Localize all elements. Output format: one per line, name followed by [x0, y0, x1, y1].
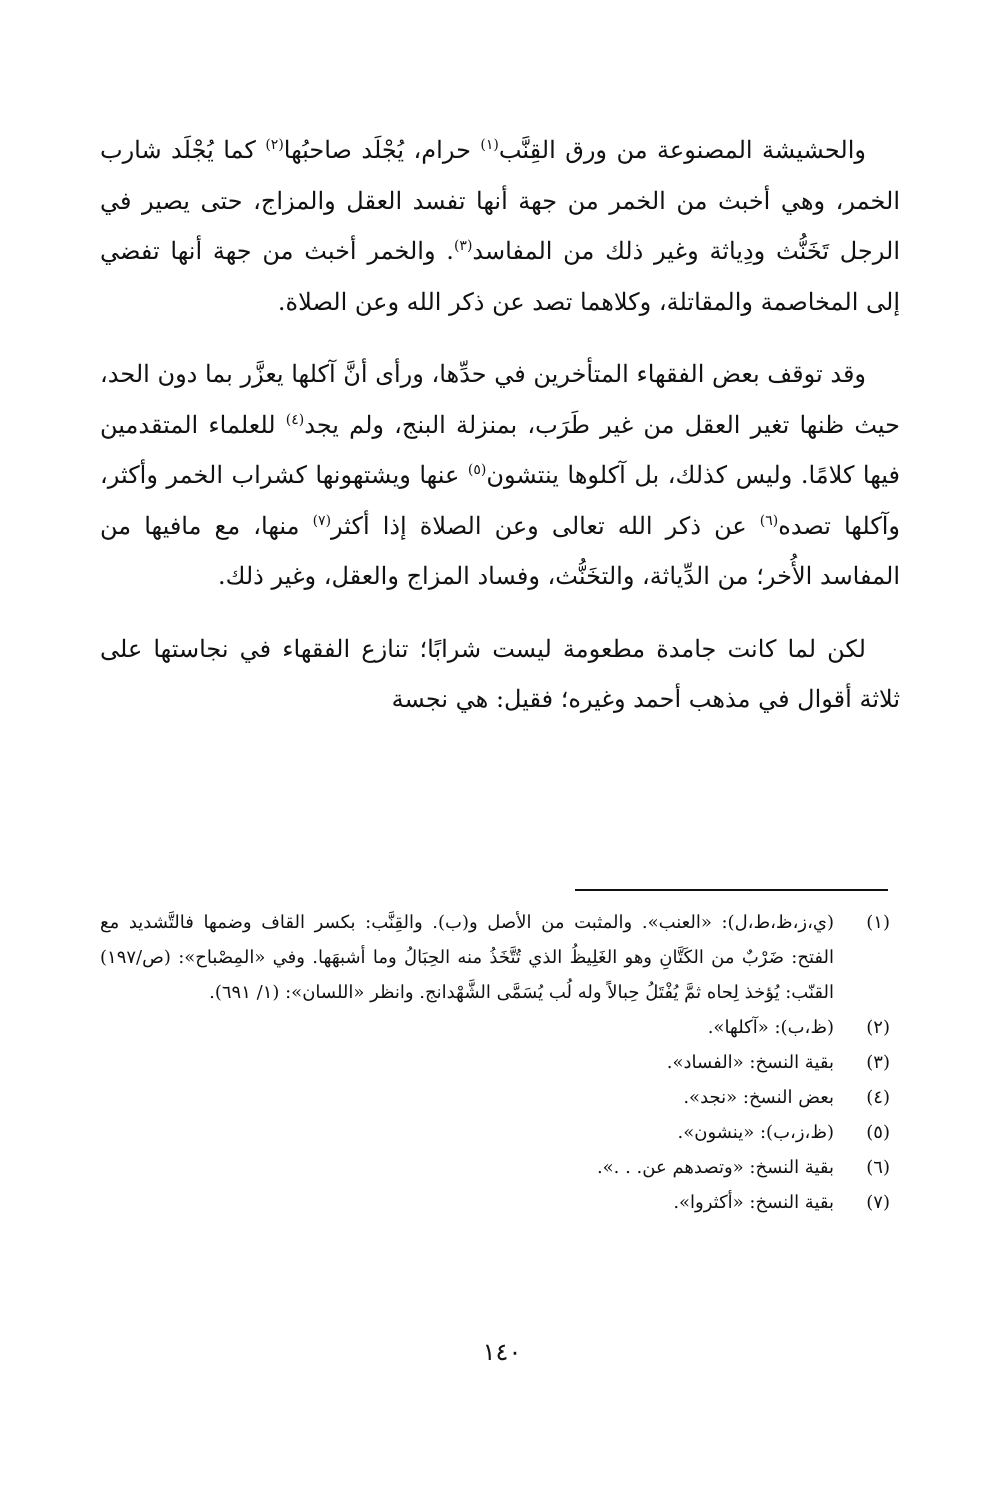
footnote-ref-5: (٥)	[467, 462, 487, 478]
paragraph-2-text-1: وقد توقف بعض الفقهاء المتأخرين في حدِّها، ورأى أنَّ آكلها يعزَّر بما دون الحد، حيث ظنها تغير العقل من غير طَرَب، بمنزلة البنج، ولم يجد	[100, 360, 901, 439]
footnote-ref-4: (٤)	[285, 411, 305, 428]
footnote-ref-3: (٣)	[453, 238, 473, 254]
footnote-ref-6: (٦)	[759, 512, 779, 529]
footnote-number: (٥)	[866, 1122, 890, 1143]
paragraph-1-text-1: والحشيشة المصنوعة من ورق القِنَّب	[498, 136, 866, 164]
footnote-text: (ي،ز،ظ،ط،ل): «العنب». والمثبت من الأصل و(ب). والقِنَّب: بكسر القاف وضمها فالتَّشديد مع الفتح: ضَرْبٌ من الكَتَّانِ وهو الغَلِيظُ الذي تُتَّخَذُ منه الحِبَالُ وما أشبهَها. وفي «المِصْباح»: (ص/١٩٧) القنّب: يُؤخذ لِحاه ثمَّ يُفْتَلُ حِبالاً وله لُب يُسَمَّى الشَّهْدانج. وانظر «اللسان»: (١/ ٦٩١).	[100, 912, 834, 1003]
footnote-number: (٦)	[866, 1157, 890, 1178]
footnote-number: (٤)	[866, 1087, 890, 1108]
footnote-4	[100, 1080, 890, 1115]
paragraph-2	[100, 349, 900, 602]
paragraph-2-text-5: منها، مع مافيها من المفاسد الأُخر؛ من الدِّياثة، والتخَنُّث، وفساد المزاج والعقل، وغير ذلك.	[100, 511, 900, 590]
footnotes	[100, 905, 890, 1220]
footnote-number: (٧)	[866, 1192, 890, 1213]
paragraph-2-text-3: عنها ويشتهونها كشراب الخمر وأكثر، وآكلها تصده	[100, 461, 900, 540]
footnote-text: بقية النسخ: «أكثروا».	[673, 1192, 834, 1213]
footnote-text: بقية النسخ: «وتصدهم عن. . .».	[596, 1157, 834, 1178]
footnote-separator	[575, 889, 888, 891]
footnote-number: (٢)	[866, 1017, 890, 1038]
footnote-ref-1: (١)	[480, 137, 499, 153]
paragraph-2-text-4: عن ذكر الله تعالى وعن الصلاة إذا أكثر	[331, 511, 760, 540]
footnote-number: (٣)	[866, 1052, 890, 1073]
paragraph-1-text-3: كما يُجْلَد شارب الخمر، وهي أخبث من الخمر من جهة أنها تفسد العقل والمزاج، حتى يصير في الرجل تَخَنُّث ودِياثة وغير ذلك من المفاسد	[100, 136, 900, 265]
footnote-5	[100, 1115, 890, 1150]
footnote-number: (١)	[866, 912, 890, 933]
footnote-text: بقية النسخ: «الفساد».	[666, 1052, 834, 1073]
footnote-2	[100, 1010, 890, 1045]
paragraph-1	[100, 125, 900, 327]
paragraph-1-text-4: . والخمر أخبث من جهة أنها تفضي إلى المخاصمة والمقاتلة، وكلاهما تصد عن ذكر الله وعن الصلاة.	[100, 237, 900, 316]
paragraph-1-text-2: حرام، يُجْلَد صاحبُها	[283, 136, 481, 164]
footnote-text: (ظ،ب): «آكلها».	[707, 1017, 834, 1038]
footnote-1	[100, 905, 890, 1010]
footnote-7	[100, 1185, 890, 1220]
footnote-text: (ظ،ز،ب): «ينشون».	[677, 1122, 834, 1143]
footnote-6	[100, 1150, 890, 1185]
footnote-text: بعض النسخ: «نجد».	[683, 1087, 834, 1108]
paragraph-2-text-2: للعلماء المتقدمين فيها كلامًا. وليس كذلك، بل آكلوها ينتشون	[100, 410, 900, 489]
page-number: ١٤٠	[482, 1338, 522, 1366]
footnote-ref-2: (٢)	[265, 137, 284, 153]
paragraph-3: لكن لما كانت جامدة مطعومة ليست شرابًا؛ تنازع الفقهاء في نجاستها على ثلاثة أقوال في مذهب أحمد وغيره؛ فقيل: هي نجسة	[100, 634, 900, 713]
footnote-3	[100, 1045, 890, 1080]
main-text	[100, 125, 900, 747]
footnote-ref-7: (٧)	[312, 512, 332, 529]
